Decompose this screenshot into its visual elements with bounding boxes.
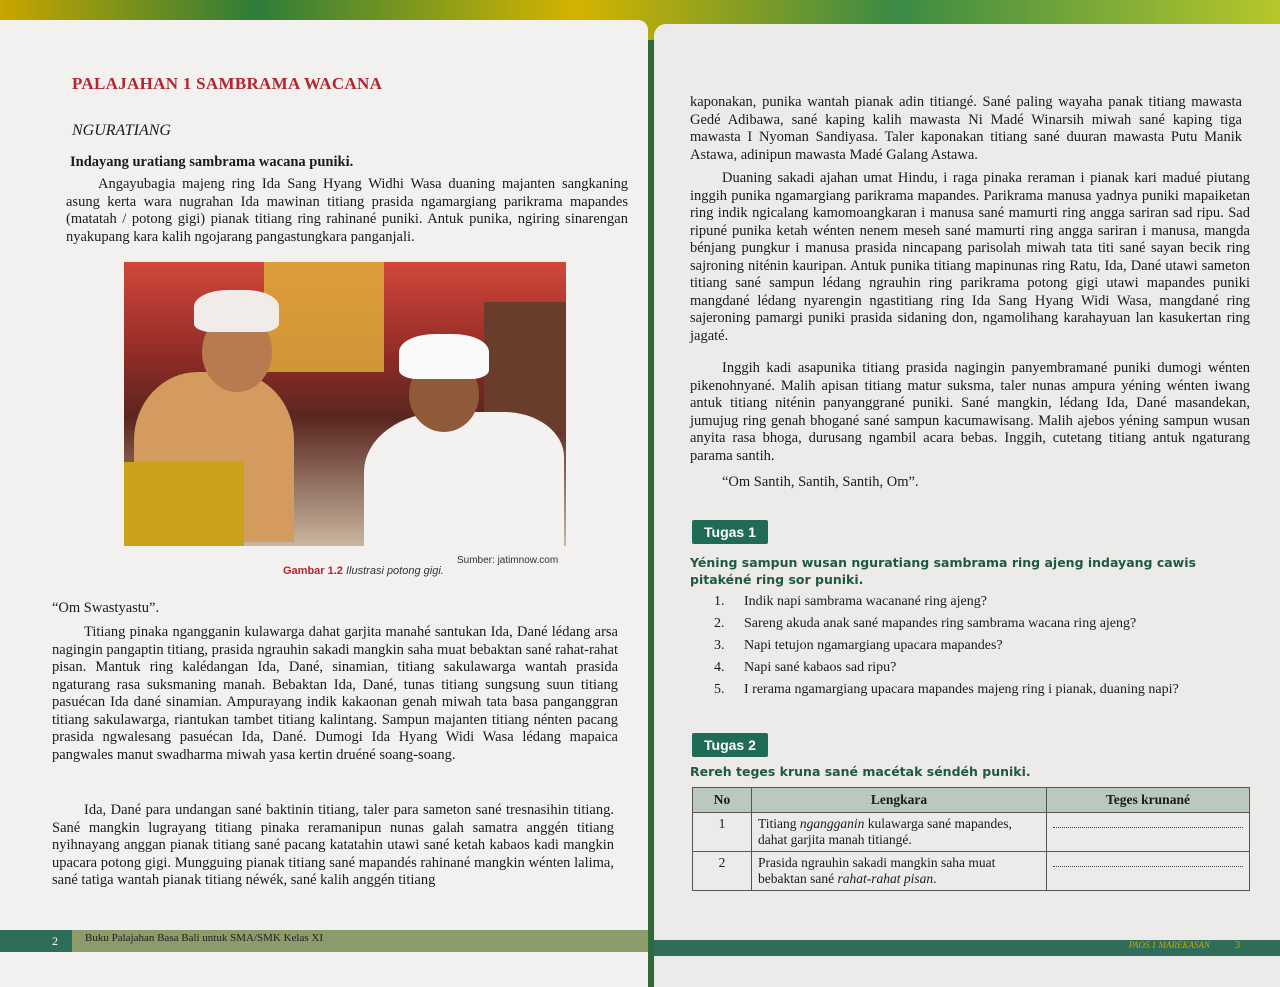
question-list (714, 594, 1274, 704)
closing: “Om Santih, Santih, Santih, Om”. (722, 474, 919, 490)
question-item: 4. Napi sané kabaos sad ripu? (714, 660, 897, 675)
question-item: 5. I rerama ngamargiang upacara mapandes majeng ring i pianak, duaning napi? (714, 682, 1179, 697)
table-header-teges: Teges krunané (1047, 788, 1250, 813)
right-paragraph-1: kaponakan, punika wantah pianak adin titiangé. Sané paling wayaha panak titiang mawasta Gedé Adibawa, sané kaping kalih mawasta Ni Madé Winarsih miwah sané kaping tiga mawasta I Nyoman Sandiyasa. Taler kaponakan titiang sané duuran mawasta Putu Manik Astawa, adinipun mawasta Madé Galang Astawa. (690, 94, 1242, 163)
footer-right (654, 940, 1280, 956)
footer-book-title: Buku Palajahan Basa Bali untuk SMA/SMK Kelas XI (85, 932, 324, 944)
tugas-2-badge: Tugas 2 (692, 733, 768, 757)
right-page (654, 24, 1280, 987)
section-title: PALAJAHAN 1 SAMBRAMA WACANA (72, 74, 383, 93)
table-row: 1 Titiang ngangganin kulawarga sané mapandes, dahat garjita manah titiangé. (693, 813, 1250, 852)
intro-bold: Indayang uratiang sambrama wacana puniki. (70, 154, 354, 170)
greeting: “Om Swastyastu”. (52, 600, 160, 616)
photo-source: Sumber: jatimnow.com (457, 555, 559, 566)
page-number-right: 3 (1235, 940, 1240, 951)
table-header-no: No (693, 788, 752, 813)
paragraph-3: Ida, Dané para undangan sané baktinin titiang, taler para sameton sané tresnasihin titiang. Sané mangkin lugrayang titiang pinaka reramanipun nunas galah samatra anggén titiang nyihnayang anggan pianak titiang sané pacang katatahin utawi sané ketah kabaos kadi mangkin upacara potong gigi. Mungguing pianak titiang sané mapandés rahinané mangkin wénten lalima, sané tatiga wantah pianak titiang néwék, sané kalih anggén titiang (52, 802, 614, 888)
table-row: 2 Prasida ngrauhin sakadi mangkin saha muat bebaktan sané rahat-rahat pisan. (693, 852, 1250, 891)
right-paragraph-3: Inggih kadi asapunika titiang prasida nagingin panyembramané puniki dumogi wénten pikenohnyané. Malih apisan titiang matur suksma, taler nunas ampura yéning wénten iwang antuk titiang niténin panyanggrané puniki. Sané mangkin, lédang Ida, Dané masandekan, jumujug ring genah bhogané sané sampun kacumawisang. Malih ajebos yéning sampun wusan anyita rasa bhoga, durusang ngambil acara bebas. Inggih, cutetang titiang antuk ngaturang parama santih. (690, 360, 1250, 464)
footer-left (0, 930, 648, 952)
question-item: 1. Indik napi sambrama wacanané ring ajeng? (714, 594, 987, 609)
question-item: 2. Sareng akuda anak sané mapandes ring sambrama wacana ring ajeng? (714, 616, 1137, 631)
right-paragraph-2: Duaning sakadi ajahan umat Hindu, i raga pinaka reraman i pianak kari madué piutang inggih punika ngamargiang parikrama mapandes. Parikrama manusa yadnya puniki mapaiketan ring indik ngicalang kamomoangkaran i manusa sané mamurti ring angga sariran sad ripu. Sad ripuné punika ketah wénten nenem meseh sané mamurti ring angga sariran i manusa, mangda bénjang pungkur i manusa prasida nincapang parisolah miwah tata titi sané sayan becik ring sajroning niténin kauripan. Antuk punika titiang mapinunas ring Ratu, Ida, Dané utawi sameton titiang sané sampun lédang ngrauhin ring parikrama potong gigi utawi mapandes puniki mangdané lédang nyarengin ngastitiang ring Ida Sang Hyang Widi Wasa, mangdané ring sajeroning pamargi puniki prasida sidaning don, ngamolihang karahayuan lan kasukertan ring jagaté. (690, 170, 1250, 344)
tugas-1-instruction: Yéning sampun wusan nguratiang sambrama ring ajeng indayang cawis pitakéné ring sor puniki. (690, 555, 1196, 587)
vocabulary-table (692, 787, 1250, 891)
tooth-filing-photo (124, 262, 566, 546)
caption-label: Gambar 1.2 (283, 565, 343, 577)
photo-caption (283, 565, 444, 577)
page-number-left: 2 (52, 934, 58, 948)
tugas-2-instruction: Rereh teges kruna sané macétak séndéh puniki. (690, 764, 1031, 779)
question-item: 3. Napi tetujon ngamargiang upacara mapandes? (714, 638, 1003, 653)
table-header-lengkara: Lengkara (752, 788, 1047, 813)
caption-text: Ilustrasi potong gigi. (345, 565, 444, 577)
footer-chapter-title: PAOS 1 MAREKASAN (1128, 940, 1210, 950)
left-page (0, 20, 648, 987)
intro-paragraph: Angayubagia majeng ring Ida Sang Hyang Widhi Wasa duaning majanten sangkaning asung kerta wara nugrahan Ida mawinan titiang prasida ngamargiang parikrama mapandes (matatah / potong gigi) pianak titiang ring rahinané puniki. Antuk punika, ngiring sinarengan nyakupang kara kalih ngojarang pangastungkara panganjali. (66, 176, 628, 245)
subtitle: NGURATIANG (72, 122, 171, 139)
answer-blank[interactable] (1047, 852, 1250, 891)
paragraph-2: Titiang pinaka ngangganin kulawarga dahat garjita manahé santukan Ida, Dané lédang arsa nagingin pangaptin titiang, prasida ngrauhin sakadi mangkin saha muat bebaktan sané rahat-rahat pisan. Mantuk ring kalédangan Ida, Dané, sinamian, titiang sakulawarga wantah prasida ngaturang rasa suksmaning manah. Bebaktan Ida, Dané, tunas titiang sungsung suun titiang pasuécan Ida dané sinamian. Ampurayang indik kakaonan genah miwah tata basa panganggran titiang sakulawarga, riantukan tambet titiang kalintang. Sampun majanten titiang nénten pacang prasida ngwalesang pasuécan Ida, Dané. Dumogi Ida Hyang Widi Wasa lédang mapaica pangwales manut swadharma miwah yasa kertin druéné soang-soang. (52, 624, 618, 763)
tugas-1-badge: Tugas 1 (692, 520, 768, 544)
answer-blank[interactable] (1047, 813, 1250, 852)
